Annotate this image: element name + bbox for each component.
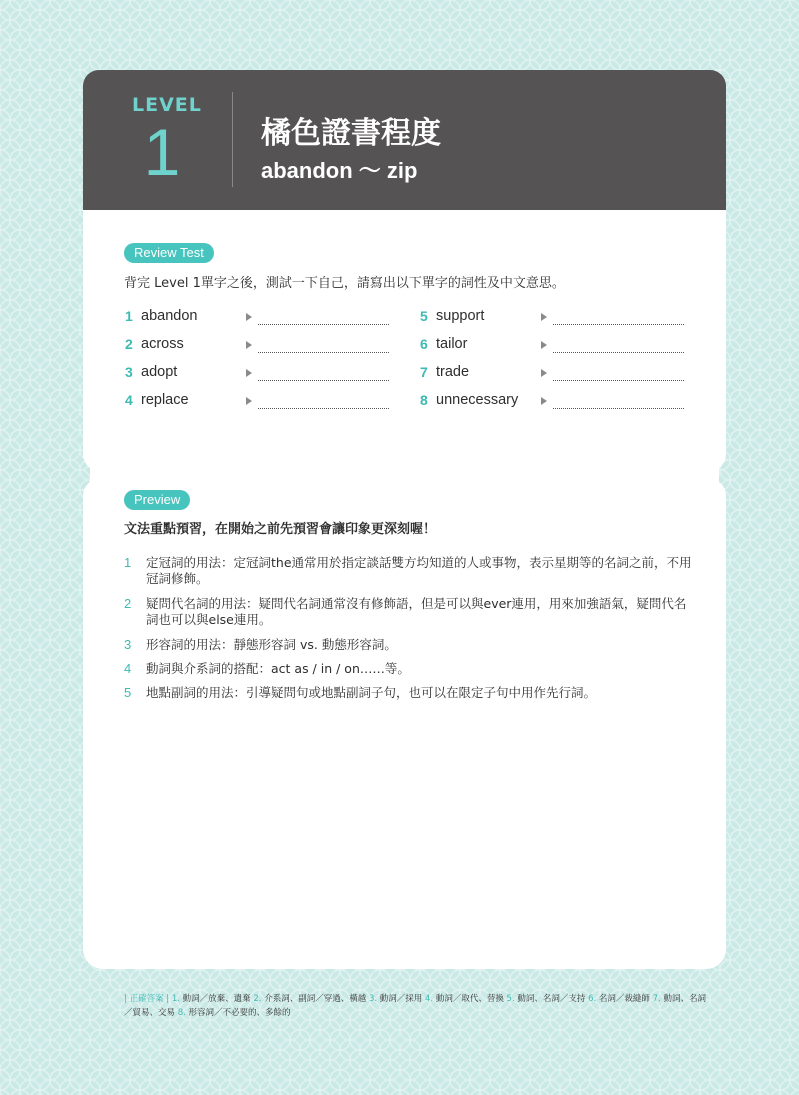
triangle-arrow-icon bbox=[246, 397, 252, 405]
vocab-word: tailor bbox=[436, 336, 468, 352]
word-range: abandon ～ zip bbox=[261, 158, 418, 183]
answer-number: 1. bbox=[171, 994, 180, 1004]
triangle-arrow-icon bbox=[541, 341, 547, 349]
answer-blank bbox=[553, 408, 684, 409]
grammar-text: 動詞與介系詞的搭配：act as / in / on……等。 bbox=[146, 661, 410, 676]
level-label: LEVEL bbox=[132, 94, 202, 116]
preview-badge: Preview bbox=[124, 490, 190, 510]
answer-blank bbox=[553, 352, 684, 353]
answer-text: 名詞／裁縫師 bbox=[598, 994, 650, 1004]
header-divider bbox=[232, 92, 233, 187]
answer-blank bbox=[553, 324, 684, 325]
triangle-arrow-icon bbox=[541, 313, 547, 321]
vocab-item bbox=[125, 336, 395, 356]
answer-number: 6. bbox=[588, 994, 597, 1004]
vocab-item bbox=[420, 308, 690, 328]
vocab-word: replace bbox=[141, 392, 189, 408]
vocab-number: 2 bbox=[125, 336, 133, 352]
answer-blank bbox=[258, 408, 389, 409]
vocab-number: 5 bbox=[420, 308, 428, 324]
review-instruction: 背完 Level 1單字之後，測試一下自己，請寫出以下單字的詞性及中文意思。 bbox=[124, 276, 565, 291]
vocab-word: across bbox=[141, 336, 184, 352]
answer-text: 動詞、名詞／貿易、交易 bbox=[124, 994, 706, 1018]
answer-number: 5. bbox=[506, 994, 515, 1004]
grammar-number: 2 bbox=[124, 596, 132, 611]
answer-blank bbox=[553, 380, 684, 381]
page-title: 橘色證書程度 bbox=[261, 116, 441, 151]
grammar-text: 定冠詞的用法：定冠詞the通常用於指定談話雙方均知道的人或事物，表示星期等的名詞之前，不用冠詞修飾。 bbox=[146, 555, 692, 586]
vocab-word: support bbox=[436, 308, 485, 324]
grammar-text: 疑問代名詞的用法：疑問代名詞通常沒有修飾語，但是可以與ever連用，用來加強語氣，疑問代名詞也可以與else連用。 bbox=[146, 596, 687, 627]
answer-number: 7. bbox=[652, 994, 661, 1004]
answer-blank bbox=[258, 380, 389, 381]
answer-number: 3. bbox=[368, 994, 378, 1004]
vocab-item bbox=[420, 364, 690, 384]
vocab-word: trade bbox=[436, 364, 470, 380]
vocab-number: 7 bbox=[420, 364, 428, 380]
grammar-number: 5 bbox=[124, 685, 132, 700]
grammar-number: 3 bbox=[124, 637, 132, 652]
answer-text: 動詞／放棄、遺棄 bbox=[182, 994, 251, 1004]
grammar-text: 地點副詞的用法：引導疑問句或地點副詞子句，也可以在限定子句中用作先行詞。 bbox=[146, 685, 597, 700]
answer-text: 動詞／採用 bbox=[379, 994, 423, 1004]
vocab-item bbox=[125, 308, 395, 328]
vocab-number: 8 bbox=[420, 392, 428, 408]
preview-panel bbox=[83, 478, 726, 969]
answer-blank bbox=[258, 352, 389, 353]
answer-key bbox=[124, 992, 714, 1020]
vocab-item bbox=[125, 392, 395, 412]
answer-number: 8. bbox=[177, 1008, 186, 1018]
review-test-badge: Review Test bbox=[124, 243, 214, 263]
vocab-number: 6 bbox=[420, 336, 428, 352]
answer-text: 形容詞／不必要的、多餘的 bbox=[188, 1008, 291, 1018]
answer-text: 動詞／取代、替換 bbox=[435, 994, 504, 1004]
vocab-number: 4 bbox=[125, 392, 133, 408]
level-header bbox=[83, 70, 726, 210]
vocab-word: unnecessary bbox=[436, 392, 519, 408]
vocab-number: 3 bbox=[125, 364, 133, 380]
answer-number: 4. bbox=[424, 994, 434, 1004]
grammar-number: 4 bbox=[124, 661, 132, 676]
answer-text: 介系詞、副詞／穿過、橫越 bbox=[264, 994, 367, 1004]
level-number: 1 bbox=[143, 115, 181, 189]
answer-number: 2. bbox=[253, 994, 262, 1004]
answer-blank bbox=[258, 324, 389, 325]
triangle-arrow-icon bbox=[541, 369, 547, 377]
vocab-item bbox=[420, 336, 690, 356]
vocab-item bbox=[125, 364, 395, 384]
grammar-text: 形容詞的用法：靜態形容詞 vs. 動態形容詞。 bbox=[146, 637, 397, 652]
vocab-word: abandon bbox=[141, 308, 198, 324]
vocab-word: adopt bbox=[141, 364, 178, 380]
answer-key-label: | 正確答案 | bbox=[124, 994, 170, 1004]
answer-text: 動詞、名詞／支持 bbox=[517, 994, 586, 1004]
triangle-arrow-icon bbox=[246, 313, 252, 321]
triangle-arrow-icon bbox=[541, 397, 547, 405]
triangle-arrow-icon bbox=[246, 369, 252, 377]
preview-instruction: 文法重點預習，在開始之前先預習會讓印象更深刻喔！ bbox=[124, 522, 437, 537]
triangle-arrow-icon bbox=[246, 341, 252, 349]
vocab-number: 1 bbox=[125, 308, 133, 324]
vocab-item bbox=[420, 392, 690, 412]
grammar-number: 1 bbox=[124, 555, 132, 570]
